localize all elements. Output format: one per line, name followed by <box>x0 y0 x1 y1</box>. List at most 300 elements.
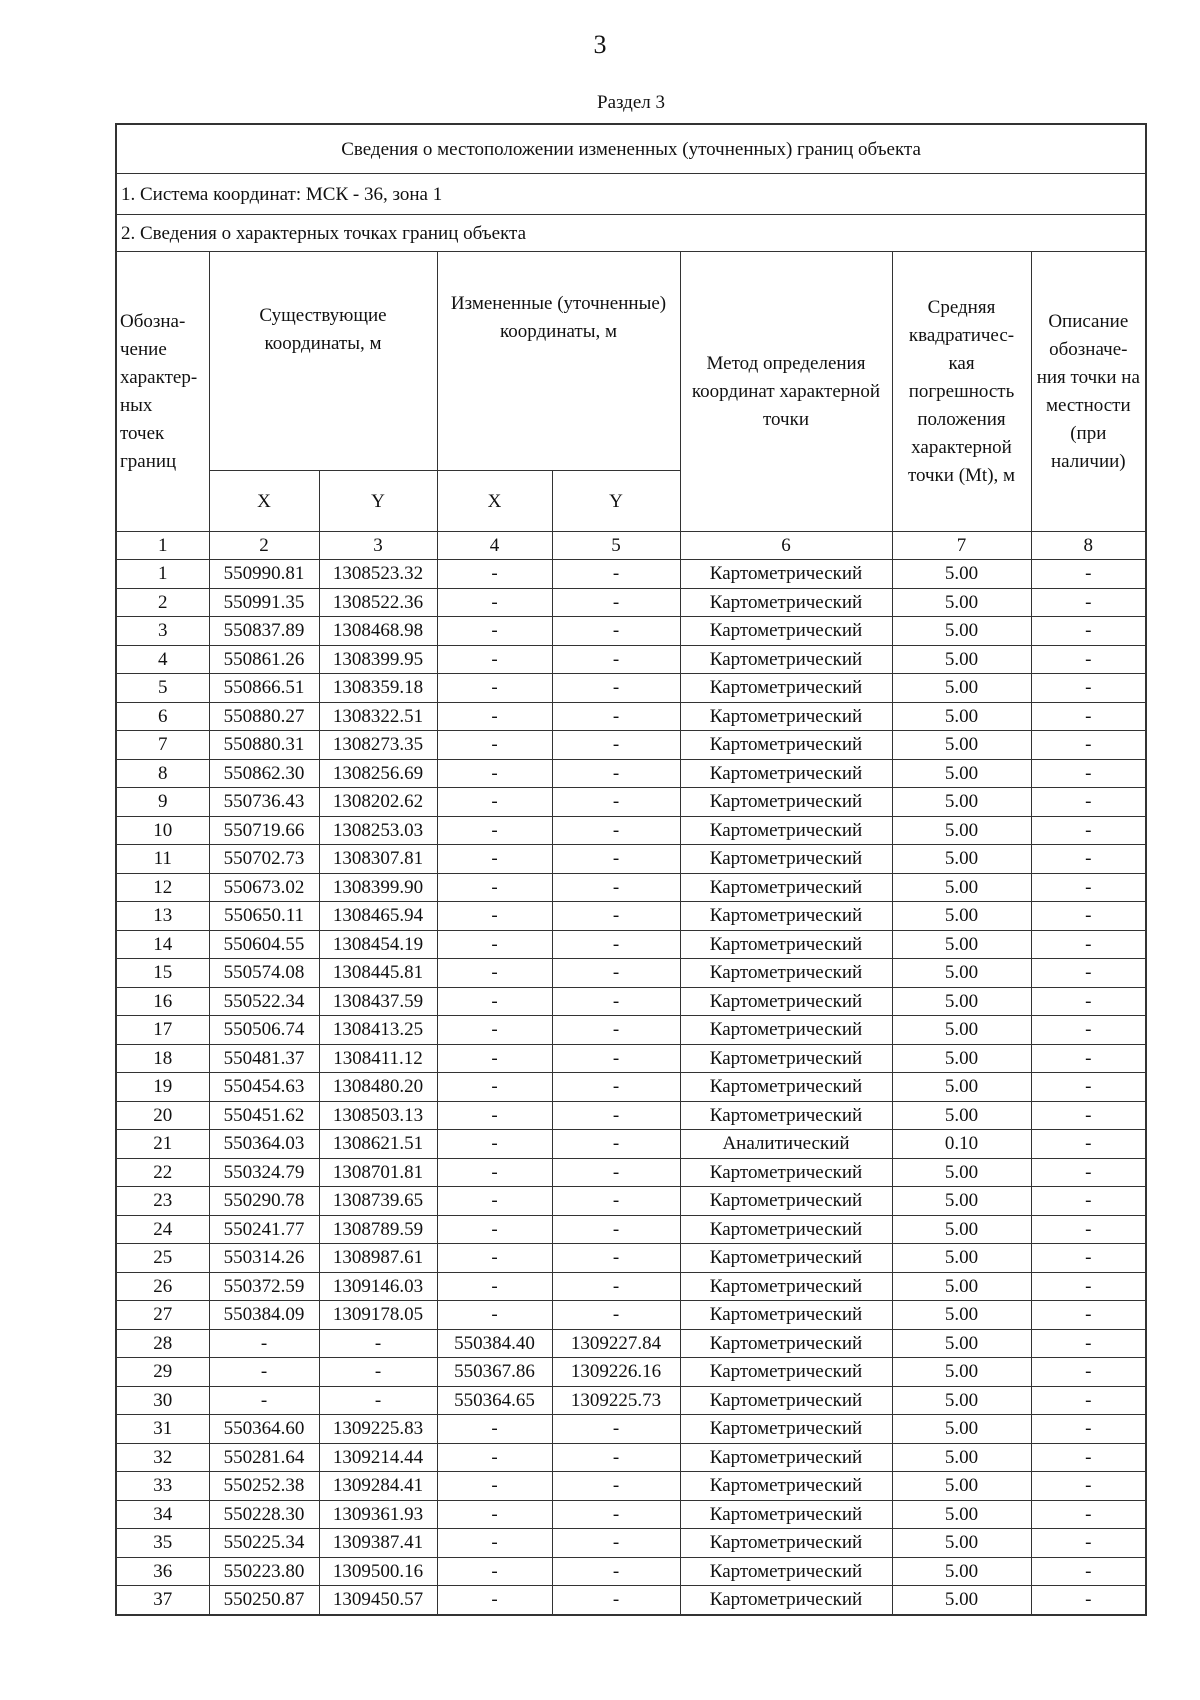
mean-error: 5.00 <box>892 873 1031 902</box>
method: Картометрический <box>680 560 892 589</box>
point-description: - <box>1031 1130 1146 1159</box>
point-description: - <box>1031 1044 1146 1073</box>
existing-y: 1309146.03 <box>319 1272 437 1301</box>
table-row <box>116 1586 1146 1615</box>
existing-x: 550454.63 <box>209 1073 319 1102</box>
changed-x: - <box>437 1073 552 1102</box>
changed-x: - <box>437 1529 552 1558</box>
method: Картометрический <box>680 1044 892 1073</box>
changed-x: - <box>437 788 552 817</box>
existing-x: 550241.77 <box>209 1215 319 1244</box>
existing-y: 1308701.81 <box>319 1158 437 1187</box>
existing-y: 1309387.41 <box>319 1529 437 1558</box>
mean-error: 5.00 <box>892 1329 1031 1358</box>
existing-x: 550719.66 <box>209 816 319 845</box>
existing-y: 1308454.19 <box>319 930 437 959</box>
method: Картометрический <box>680 902 892 931</box>
changed-x: - <box>437 1187 552 1216</box>
existing-x: 550223.80 <box>209 1557 319 1586</box>
changed-x: - <box>437 1415 552 1444</box>
table-row <box>116 845 1146 874</box>
point-number: 9 <box>116 788 209 817</box>
changed-x: - <box>437 560 552 589</box>
header-changed-x: X <box>437 471 552 532</box>
mean-error: 5.00 <box>892 816 1031 845</box>
point-number: 23 <box>116 1187 209 1216</box>
changed-x: - <box>437 1472 552 1501</box>
method: Картометрический <box>680 1244 892 1273</box>
existing-y: 1308411.12 <box>319 1044 437 1073</box>
point-number: 10 <box>116 816 209 845</box>
point-number: 14 <box>116 930 209 959</box>
mean-error: 5.00 <box>892 1101 1031 1130</box>
changed-x: - <box>437 645 552 674</box>
existing-y: - <box>319 1386 437 1415</box>
mean-error: 5.00 <box>892 1529 1031 1558</box>
points-heading: 2. Сведения о характерных точках границ объекта <box>116 215 1146 252</box>
existing-x: 550252.38 <box>209 1472 319 1501</box>
point-number: 28 <box>116 1329 209 1358</box>
column-number: 4 <box>437 532 552 560</box>
existing-x: 550364.60 <box>209 1415 319 1444</box>
existing-x: 550604.55 <box>209 930 319 959</box>
method: Картометрический <box>680 1187 892 1216</box>
method: Картометрический <box>680 1386 892 1415</box>
existing-y: 1309450.57 <box>319 1586 437 1615</box>
table-row <box>116 1130 1146 1159</box>
point-description: - <box>1031 1329 1146 1358</box>
changed-x: - <box>437 759 552 788</box>
column-number: 6 <box>680 532 892 560</box>
point-number: 15 <box>116 959 209 988</box>
mean-error: 5.00 <box>892 588 1031 617</box>
existing-y: 1308307.81 <box>319 845 437 874</box>
existing-x: 550228.30 <box>209 1500 319 1529</box>
changed-y: - <box>552 674 680 703</box>
mean-error: 5.00 <box>892 930 1031 959</box>
existing-x: - <box>209 1358 319 1387</box>
table-row <box>116 930 1146 959</box>
method: Картометрический <box>680 873 892 902</box>
changed-y: - <box>552 1187 680 1216</box>
point-description: - <box>1031 1016 1146 1045</box>
method: Картометрический <box>680 845 892 874</box>
changed-y: - <box>552 902 680 931</box>
existing-x: 550862.30 <box>209 759 319 788</box>
existing-x: 550364.03 <box>209 1130 319 1159</box>
table-row <box>116 959 1146 988</box>
boundary-points-table <box>115 123 1147 1616</box>
existing-x: 550324.79 <box>209 1158 319 1187</box>
existing-x: 550866.51 <box>209 674 319 703</box>
existing-x: 550736.43 <box>209 788 319 817</box>
point-number: 37 <box>116 1586 209 1615</box>
changed-x: - <box>437 1557 552 1586</box>
changed-y: - <box>552 759 680 788</box>
point-description: - <box>1031 645 1146 674</box>
point-description: - <box>1031 1472 1146 1501</box>
existing-x: 550702.73 <box>209 845 319 874</box>
existing-x: 550861.26 <box>209 645 319 674</box>
point-description: - <box>1031 873 1146 902</box>
point-number: 1 <box>116 560 209 589</box>
table-row <box>116 759 1146 788</box>
point-description: - <box>1031 987 1146 1016</box>
mean-error: 5.00 <box>892 1016 1031 1045</box>
changed-y: - <box>552 1215 680 1244</box>
point-description: - <box>1031 1187 1146 1216</box>
changed-y: - <box>552 645 680 674</box>
table-row <box>116 617 1146 646</box>
method: Картометрический <box>680 959 892 988</box>
changed-x: 550364.65 <box>437 1386 552 1415</box>
table-row <box>116 1443 1146 1472</box>
changed-x: - <box>437 1158 552 1187</box>
changed-y: - <box>552 1443 680 1472</box>
point-description: - <box>1031 1443 1146 1472</box>
method: Картометрический <box>680 1586 892 1615</box>
mean-error: 5.00 <box>892 1044 1031 1073</box>
method: Картометрический <box>680 731 892 760</box>
mean-error: 5.00 <box>892 845 1031 874</box>
method: Картометрический <box>680 702 892 731</box>
header-existing-x: X <box>209 471 319 532</box>
table-row <box>116 816 1146 845</box>
point-number: 24 <box>116 1215 209 1244</box>
method: Картометрический <box>680 1472 892 1501</box>
column-numbers-row <box>116 532 1146 560</box>
table-row <box>116 987 1146 1016</box>
changed-y: 1309227.84 <box>552 1329 680 1358</box>
method: Картометрический <box>680 1215 892 1244</box>
method: Картометрический <box>680 1272 892 1301</box>
changed-x: - <box>437 1244 552 1273</box>
changed-y: - <box>552 1073 680 1102</box>
table-row <box>116 788 1146 817</box>
existing-y: 1308256.69 <box>319 759 437 788</box>
point-description: - <box>1031 1415 1146 1444</box>
method: Картометрический <box>680 1073 892 1102</box>
table-row <box>116 674 1146 703</box>
point-description: - <box>1031 845 1146 874</box>
mean-error: 5.00 <box>892 617 1031 646</box>
point-description: - <box>1031 1557 1146 1586</box>
point-description: - <box>1031 902 1146 931</box>
coordinate-system: 1. Система координат: МСК - 36, зона 1 <box>116 174 1146 215</box>
method: Картометрический <box>680 1016 892 1045</box>
existing-x: 550990.81 <box>209 560 319 589</box>
existing-x: 550522.34 <box>209 987 319 1016</box>
existing-y: 1308523.32 <box>319 560 437 589</box>
point-number: 20 <box>116 1101 209 1130</box>
table-row <box>116 1101 1146 1130</box>
point-description: - <box>1031 674 1146 703</box>
changed-x: - <box>437 845 552 874</box>
point-number: 29 <box>116 1358 209 1387</box>
mean-error: 5.00 <box>892 1301 1031 1330</box>
existing-y: - <box>319 1358 437 1387</box>
changed-x: - <box>437 873 552 902</box>
existing-y: 1308987.61 <box>319 1244 437 1273</box>
changed-x: - <box>437 588 552 617</box>
existing-y: 1308739.65 <box>319 1187 437 1216</box>
point-description: - <box>1031 1358 1146 1387</box>
point-number: 2 <box>116 588 209 617</box>
changed-x: - <box>437 987 552 1016</box>
changed-y: - <box>552 1244 680 1273</box>
changed-y: - <box>552 1101 680 1130</box>
changed-x: - <box>437 702 552 731</box>
table-row <box>116 1500 1146 1529</box>
point-number: 16 <box>116 987 209 1016</box>
method: Картометрический <box>680 930 892 959</box>
mean-error: 5.00 <box>892 1586 1031 1615</box>
method: Картометрический <box>680 1500 892 1529</box>
point-number: 31 <box>116 1415 209 1444</box>
mean-error: 5.00 <box>892 702 1031 731</box>
mean-error: 5.00 <box>892 959 1031 988</box>
changed-y: - <box>552 987 680 1016</box>
table-row <box>116 1358 1146 1387</box>
changed-x: - <box>437 1500 552 1529</box>
point-description: - <box>1031 1386 1146 1415</box>
method: Картометрический <box>680 987 892 1016</box>
existing-x: 550384.09 <box>209 1301 319 1330</box>
existing-y: 1308322.51 <box>319 702 437 731</box>
changed-y: - <box>552 788 680 817</box>
point-number: 30 <box>116 1386 209 1415</box>
point-number: 34 <box>116 1500 209 1529</box>
changed-x: 550367.86 <box>437 1358 552 1387</box>
changed-y: - <box>552 1529 680 1558</box>
method: Картометрический <box>680 1158 892 1187</box>
header-changed-coordinates: Измененные (уточненные) координаты, м <box>437 252 680 471</box>
method: Картометрический <box>680 1557 892 1586</box>
point-number: 35 <box>116 1529 209 1558</box>
changed-y: - <box>552 560 680 589</box>
existing-y: 1309284.41 <box>319 1472 437 1501</box>
existing-x: 550991.35 <box>209 588 319 617</box>
point-number: 12 <box>116 873 209 902</box>
mean-error: 5.00 <box>892 1272 1031 1301</box>
mean-error: 5.00 <box>892 759 1031 788</box>
mean-error: 5.00 <box>892 674 1031 703</box>
changed-x: - <box>437 930 552 959</box>
header-error: Средняя квадратичес-кая погрешность положения характерной точки (Mt), м <box>892 252 1031 532</box>
existing-y: 1308480.20 <box>319 1073 437 1102</box>
column-number: 8 <box>1031 532 1146 560</box>
changed-x: - <box>437 1016 552 1045</box>
header-existing-coordinates: Существующие координаты, м <box>209 252 437 471</box>
table-row <box>116 645 1146 674</box>
mean-error: 5.00 <box>892 1073 1031 1102</box>
method: Картометрический <box>680 788 892 817</box>
table-row <box>116 873 1146 902</box>
existing-y: 1308273.35 <box>319 731 437 760</box>
existing-y: 1308789.59 <box>319 1215 437 1244</box>
point-description: - <box>1031 702 1146 731</box>
existing-x: 550673.02 <box>209 873 319 902</box>
point-description: - <box>1031 959 1146 988</box>
header-existing-y: Y <box>319 471 437 532</box>
table-row <box>116 1329 1146 1358</box>
changed-y: - <box>552 930 680 959</box>
column-number: 3 <box>319 532 437 560</box>
table-row <box>116 731 1146 760</box>
table-row <box>116 1158 1146 1187</box>
changed-x: - <box>437 617 552 646</box>
point-description: - <box>1031 1500 1146 1529</box>
changed-x: - <box>437 1215 552 1244</box>
point-description: - <box>1031 1244 1146 1273</box>
existing-x: 550880.31 <box>209 731 319 760</box>
table-row <box>116 560 1146 589</box>
existing-x: 550880.27 <box>209 702 319 731</box>
point-number: 11 <box>116 845 209 874</box>
point-number: 13 <box>116 902 209 931</box>
mean-error: 5.00 <box>892 731 1031 760</box>
column-number: 1 <box>116 532 209 560</box>
point-description: - <box>1031 617 1146 646</box>
existing-x: 550481.37 <box>209 1044 319 1073</box>
method: Картометрический <box>680 1301 892 1330</box>
mean-error: 5.00 <box>892 645 1031 674</box>
mean-error: 5.00 <box>892 1244 1031 1273</box>
method: Картометрический <box>680 1329 892 1358</box>
changed-y: - <box>552 816 680 845</box>
point-description: - <box>1031 816 1146 845</box>
table-row <box>116 1529 1146 1558</box>
changed-x: - <box>437 731 552 760</box>
point-description: - <box>1031 788 1146 817</box>
point-number: 6 <box>116 702 209 731</box>
point-number: 33 <box>116 1472 209 1501</box>
point-number: 4 <box>116 645 209 674</box>
existing-x: 550250.87 <box>209 1586 319 1615</box>
table-row <box>116 1272 1146 1301</box>
point-description: - <box>1031 1586 1146 1615</box>
changed-y: - <box>552 873 680 902</box>
point-description: - <box>1031 1272 1146 1301</box>
existing-y: 1308437.59 <box>319 987 437 1016</box>
point-number: 8 <box>116 759 209 788</box>
existing-y: 1308202.62 <box>319 788 437 817</box>
table-title: Сведения о местоположении измененных (уточненных) границ объекта <box>116 124 1146 174</box>
changed-x: - <box>437 674 552 703</box>
existing-y: 1308465.94 <box>319 902 437 931</box>
point-description: - <box>1031 759 1146 788</box>
existing-y: - <box>319 1329 437 1358</box>
changed-y: - <box>552 1016 680 1045</box>
point-number: 18 <box>116 1044 209 1073</box>
changed-y: - <box>552 588 680 617</box>
point-number: 17 <box>116 1016 209 1045</box>
method: Аналитический <box>680 1130 892 1159</box>
method: Картометрический <box>680 645 892 674</box>
mean-error: 5.00 <box>892 1215 1031 1244</box>
mean-error: 5.00 <box>892 1187 1031 1216</box>
point-number: 5 <box>116 674 209 703</box>
point-number: 25 <box>116 1244 209 1273</box>
table-row <box>116 1244 1146 1273</box>
column-number: 2 <box>209 532 319 560</box>
changed-x: - <box>437 1443 552 1472</box>
table-row <box>116 902 1146 931</box>
changed-y: - <box>552 617 680 646</box>
table-row <box>116 1301 1146 1330</box>
mean-error: 5.00 <box>892 987 1031 1016</box>
mean-error: 5.00 <box>892 1158 1031 1187</box>
changed-y: - <box>552 1472 680 1501</box>
header-changed-y: Y <box>552 471 680 532</box>
existing-x: 550506.74 <box>209 1016 319 1045</box>
changed-y: - <box>552 1301 680 1330</box>
existing-y: 1309361.93 <box>319 1500 437 1529</box>
existing-x: - <box>209 1329 319 1358</box>
existing-x: 550837.89 <box>209 617 319 646</box>
existing-x: 550372.59 <box>209 1272 319 1301</box>
changed-x: - <box>437 902 552 931</box>
existing-y: 1308359.18 <box>319 674 437 703</box>
mean-error: 5.00 <box>892 1443 1031 1472</box>
changed-x: - <box>437 1301 552 1330</box>
point-number: 3 <box>116 617 209 646</box>
existing-y: 1308503.13 <box>319 1101 437 1130</box>
changed-y: - <box>552 959 680 988</box>
existing-x: 550225.34 <box>209 1529 319 1558</box>
changed-x: - <box>437 1101 552 1130</box>
column-number: 5 <box>552 532 680 560</box>
point-number: 7 <box>116 731 209 760</box>
table-row <box>116 1472 1146 1501</box>
existing-y: 1308621.51 <box>319 1130 437 1159</box>
existing-x: 550451.62 <box>209 1101 319 1130</box>
changed-x: - <box>437 1130 552 1159</box>
existing-y: 1309178.05 <box>319 1301 437 1330</box>
existing-y: 1308399.90 <box>319 873 437 902</box>
changed-x: - <box>437 1044 552 1073</box>
changed-y: - <box>552 1500 680 1529</box>
point-number: 22 <box>116 1158 209 1187</box>
table-row <box>116 702 1146 731</box>
table-row <box>116 1557 1146 1586</box>
mean-error: 5.00 <box>892 560 1031 589</box>
mean-error: 0.10 <box>892 1130 1031 1159</box>
mean-error: 5.00 <box>892 1358 1031 1387</box>
method: Картометрический <box>680 1101 892 1130</box>
point-description: - <box>1031 588 1146 617</box>
point-description: - <box>1031 1073 1146 1102</box>
table-row <box>116 1415 1146 1444</box>
point-description: - <box>1031 1301 1146 1330</box>
method: Картометрический <box>680 816 892 845</box>
existing-x: 550314.26 <box>209 1244 319 1273</box>
existing-x: - <box>209 1386 319 1415</box>
existing-y: 1309214.44 <box>319 1443 437 1472</box>
changed-y: - <box>552 1272 680 1301</box>
changed-x: - <box>437 959 552 988</box>
method: Картометрический <box>680 1529 892 1558</box>
point-number: 26 <box>116 1272 209 1301</box>
method: Картометрический <box>680 1358 892 1387</box>
point-number: 21 <box>116 1130 209 1159</box>
table-row <box>116 1044 1146 1073</box>
table-row <box>116 1386 1146 1415</box>
changed-x: - <box>437 1586 552 1615</box>
existing-x: 550290.78 <box>209 1187 319 1216</box>
mean-error: 5.00 <box>892 902 1031 931</box>
table-row <box>116 588 1146 617</box>
